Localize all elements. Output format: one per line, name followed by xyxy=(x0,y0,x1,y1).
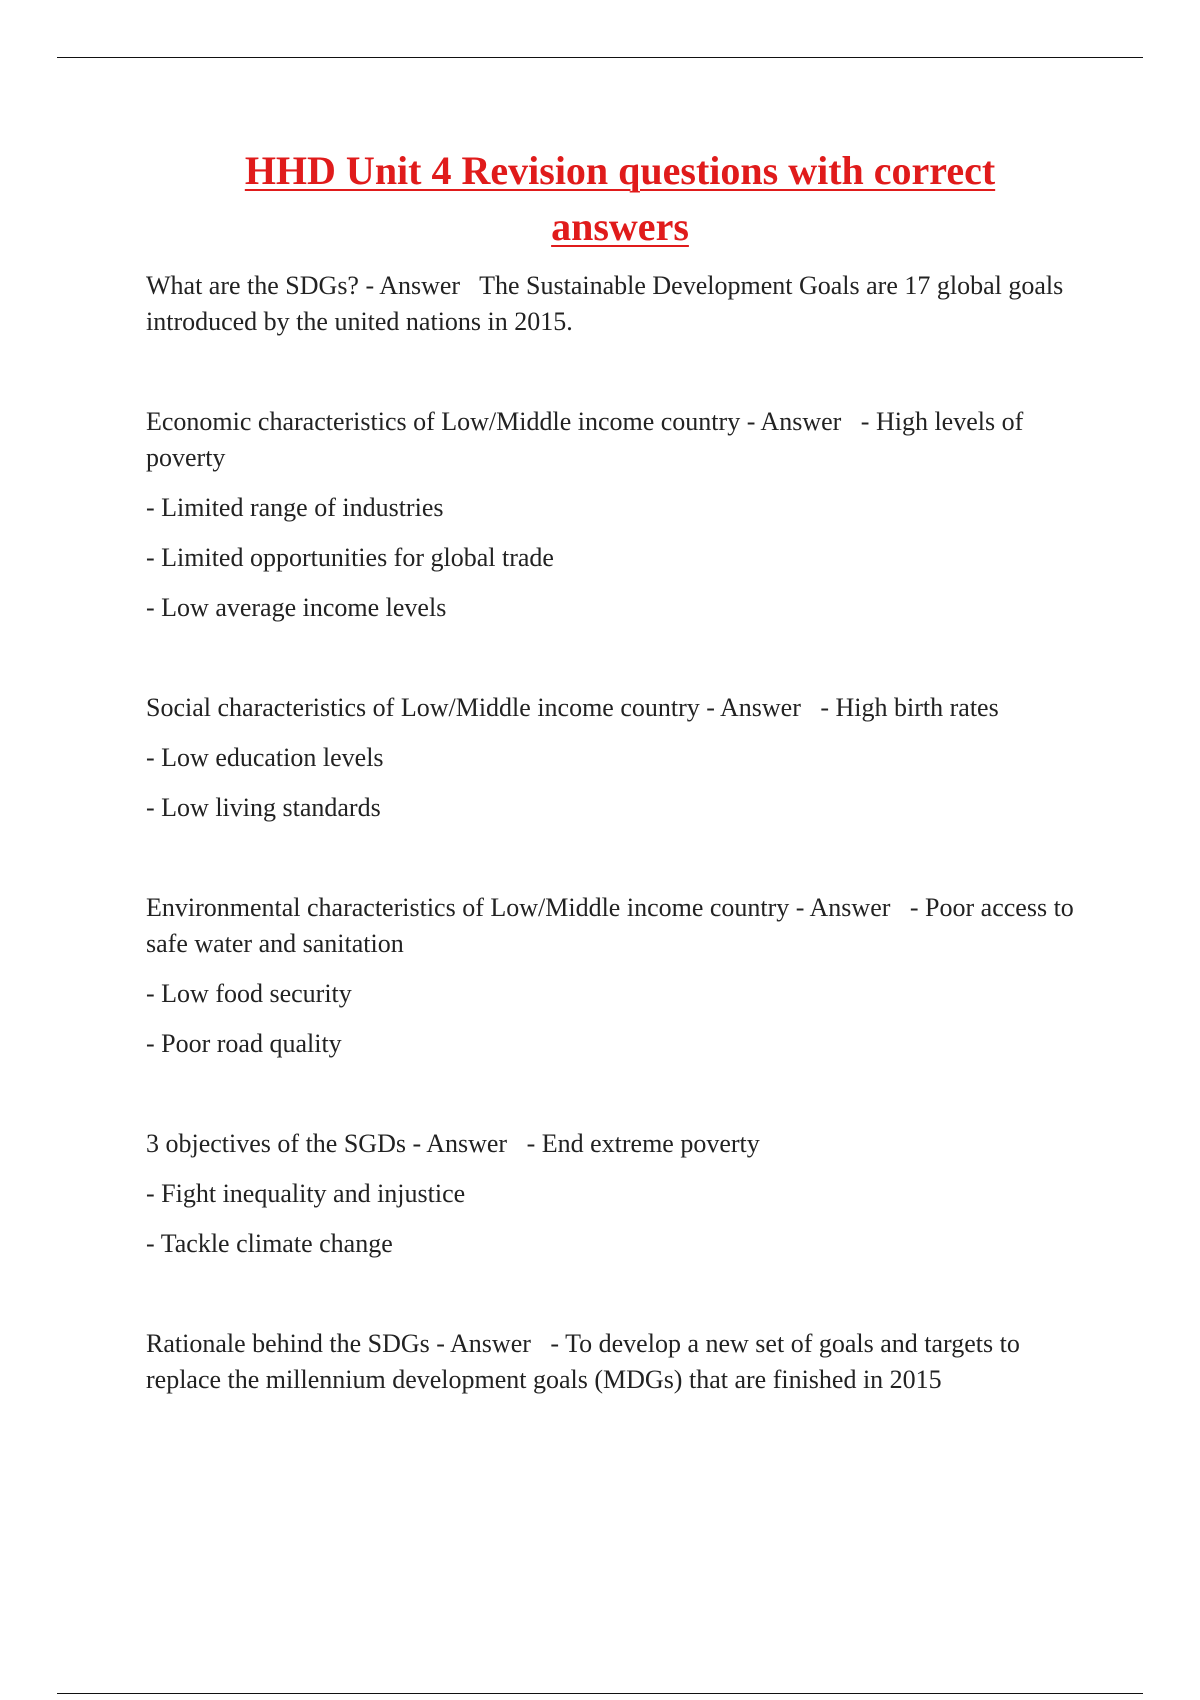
answer-label: - Answer xyxy=(706,693,801,722)
qa-item xyxy=(146,404,1086,626)
answer-text: - High birth rates xyxy=(820,693,999,722)
answer-text: - To develop a new set of goals and targets to replace the millennium development goals (MDGs) that are finished in 2015 xyxy=(146,1329,1020,1394)
qa-first-line xyxy=(146,890,1086,962)
qa-first-line xyxy=(146,268,1086,340)
question-text: Economic characteristics of Low/Middle income country xyxy=(146,407,741,436)
qa-item xyxy=(146,268,1086,340)
answer-bullet: - Low living standards xyxy=(146,793,381,822)
answer-bullet: - Low education levels xyxy=(146,743,384,772)
answer-text: The Sustainable Development Goals are 17 global goals introduced by the united nations in 2015. xyxy=(146,271,1064,336)
question-text: What are the SDGs? xyxy=(146,271,359,300)
answer-label: - Answer xyxy=(365,271,461,300)
answer-bullet: - Fight inequality and injustice xyxy=(146,1179,466,1208)
question-text: Environmental characteristics of Low/Middle income country xyxy=(146,893,790,922)
page-title: HHD Unit 4 Revision questions with correct answers xyxy=(244,148,996,249)
answer-bullet: - Limited opportunities for global trade xyxy=(146,543,554,572)
answer-label: - Answer xyxy=(746,407,842,436)
qa-first-line xyxy=(146,1126,1086,1162)
qa-item xyxy=(146,1326,1086,1398)
qa-item xyxy=(146,890,1086,1062)
answer-text: - Poor access to safe water and sanitation xyxy=(146,893,1074,958)
document-body xyxy=(146,268,1086,1462)
answer-label: - Answer xyxy=(412,1129,508,1158)
question-text: Social characteristics of Low/Middle income country xyxy=(146,693,700,722)
answer-label: - Answer xyxy=(795,893,891,922)
qa-item xyxy=(146,690,1086,826)
answer-text: - High levels of poverty xyxy=(146,407,1024,472)
qa-first-line xyxy=(146,690,1086,726)
answer-bullet: - Low average income levels xyxy=(146,593,447,622)
answer-bullet: - Tackle climate change xyxy=(146,1229,393,1258)
answer-text: - End extreme poverty xyxy=(526,1129,760,1158)
qa-first-line xyxy=(146,404,1086,476)
answer-bullet: - Limited range of industries xyxy=(146,493,444,522)
answer-bullet: - Poor road quality xyxy=(146,1029,342,1058)
qa-first-line xyxy=(146,1326,1086,1398)
question-text: Rationale behind the SDGs xyxy=(146,1329,430,1358)
qa-item xyxy=(146,1126,1086,1262)
answer-label: - Answer xyxy=(436,1329,531,1358)
question-text: 3 objectives of the SGDs xyxy=(146,1129,406,1158)
top-rule xyxy=(57,57,1143,58)
answer-bullet: - Low food security xyxy=(146,979,352,1008)
bottom-rule xyxy=(57,1693,1143,1694)
